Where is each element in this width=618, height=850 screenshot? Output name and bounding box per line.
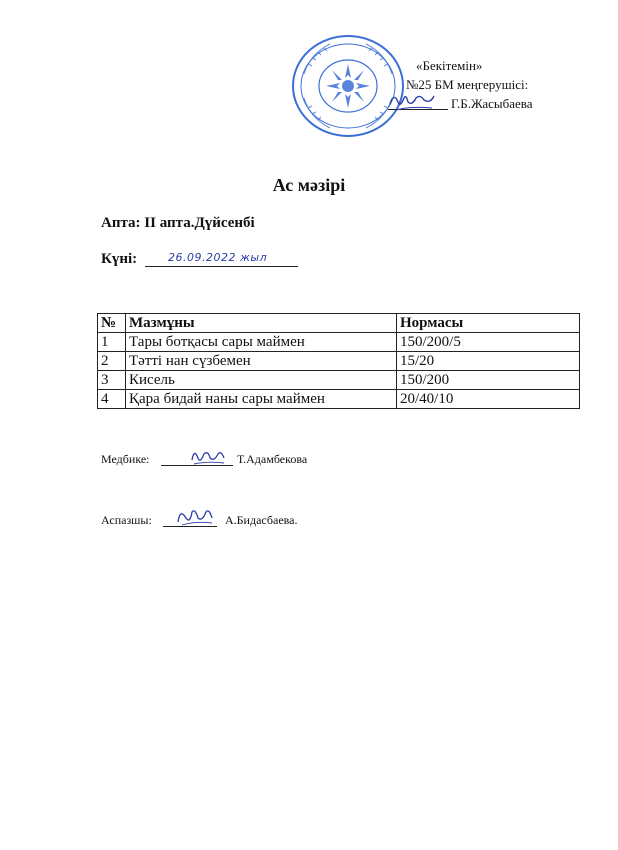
handwritten-date: 26.09.2022 жыл [168,251,268,264]
table-row [98,371,580,390]
row-dish: Тәтті нан сүзбемен [126,352,397,371]
row-dish: Тары ботқасы сары маймен [126,333,397,352]
row-number: 2 [98,352,126,371]
row-norm: 15/20 [397,352,580,371]
menu-table [97,313,580,409]
page-title: Ас мәзірі [272,175,346,195]
table-row [98,352,580,371]
cook-name: А.Бидасбаева. [225,513,298,527]
director-signature [386,88,438,114]
cook-signature-row [101,513,341,533]
col-header-number: № [98,314,126,333]
cook-signature [174,504,216,528]
nurse-signature [188,446,228,468]
approval-position: №25 БМ меңгерушісі: [406,77,529,92]
row-norm: 150/200/5 [397,333,580,352]
approval-name: Г.Б.Жасыбаева [451,96,533,111]
date-underline [145,266,298,267]
approval-heading: «Бекітемін» [416,58,483,73]
table-header-row [98,314,580,333]
row-dish: Кисель [126,371,397,390]
nurse-name: Т.Адамбекова [237,452,308,466]
row-norm: 150/200 [397,371,580,390]
nurse-label: Медбике: [101,452,150,466]
date-label: Күні: [101,251,138,267]
row-dish: Қара бидай наны сары маймен [126,390,397,409]
nurse-signature-row [101,452,361,472]
week-label: Апта: ІІ апта.Дүйсенбі [101,215,255,231]
row-number: 1 [98,333,126,352]
row-number: 4 [98,390,126,409]
col-header-content: Мазмұны [126,314,397,333]
official-seal-stamp [290,34,406,138]
row-number: 3 [98,371,126,390]
table-row [98,390,580,409]
row-norm: 20/40/10 [397,390,580,409]
table-row [98,333,580,352]
cook-label: Аспазшы: [101,513,152,527]
col-header-norm: Нормасы [397,314,580,333]
